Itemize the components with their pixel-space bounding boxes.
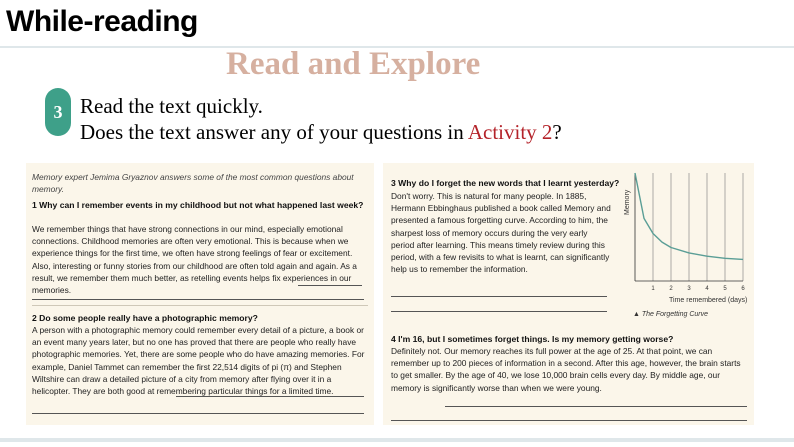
chart-x-tick-label: 2 [669, 286, 673, 292]
question-3: 3 Why do I forget the new words that I learnt yesterday? [391, 178, 620, 188]
chart-y-label: Memory [624, 189, 631, 215]
right-text-page [383, 163, 754, 425]
chart-x-tick-label: 6 [741, 286, 745, 292]
answer-line [391, 420, 747, 421]
instruction-text: Does the text answer any of your questions in [80, 120, 468, 144]
instruction-line-2 [80, 120, 562, 145]
chart-x-tick-label: 3 [687, 286, 691, 292]
chart-x-label: Time remembered (days) [669, 297, 748, 304]
activity-2-reference: Activity 2 [467, 120, 553, 144]
answer-line [176, 396, 364, 397]
left-text-page [26, 163, 374, 425]
page-title: Read and Explore [226, 46, 481, 82]
footer-divider [0, 438, 794, 442]
question-4: 4 I'm 16, but I sometimes forget things. Is my memory getting worse? [391, 334, 674, 344]
chart-caption: ▲ The Forgetting Curve [633, 311, 709, 318]
instruction-line-1: Read the text quickly. [80, 94, 263, 118]
answer-1: We remember things that have strong connections in our mind, especially emotional connections. Childhood memories are often very emotional. This is because when we experience things for the first time, we often have strong feelings of fear or excitement. Also, interesting or funny stories from our childhood are often told again and again. As a result, we remember them much better, as retelling events helps fix experiences in our memories. [32, 224, 357, 296]
answer-line [32, 299, 364, 300]
chart-plot [621, 169, 749, 293]
activity-number-badge: 3 [45, 88, 71, 136]
separator [32, 305, 368, 306]
answer-line [298, 285, 362, 286]
forgetting-curve-chart [621, 169, 749, 317]
answer-line [32, 413, 364, 414]
chart-x-tick-label: 1 [651, 286, 655, 292]
answer-4: Definitely not. Our memory reaches its full power at the age of 25. At that point, we can remember up to 200 pieces of information in a second. After this age, however, the brain starts to get smaller. By the age of 40, we lose 10,000 brain cells every day. By middle age, our memory is significantly worse than when we were young. [391, 346, 741, 393]
answer-3: Don't worry. This is natural for many people. In 1885, Hermann Ebbinghaus published a book called Memory and presented a famous forgetting curve. According to him, the sharpest loss of memory occurs during the very early period after learning. This means timely review during this period, with a few revisits to what is learnt, can significantly help us to remember the information. [391, 191, 611, 275]
question-1: 1 Why can I remember events in my childhood but not what happened last week? [32, 200, 364, 210]
question-2: 2 Do some people really have a photographic memory? [32, 313, 258, 323]
instruction-question-mark: ? [552, 120, 562, 144]
answer-line [391, 311, 607, 312]
answer-line [391, 296, 607, 297]
section-heading: While-reading [6, 5, 198, 38]
answer-line [445, 406, 747, 407]
chart-x-tick-label: 5 [723, 286, 727, 292]
chart-x-tick-label: 4 [705, 286, 709, 292]
answer-2: A person with a photographic memory could remember every detail of a picture, a book or an event many years later, but no one has proved that there are people who really have photographic memories. Yet, there are some people who do have amazing memories. For example, Daniel Tammet can remember the first 22,514 digits of pi (π) and Stephen Wiltshire can draw a detailed picture of a city from memory after flying over it in a helicopter. They are both good at remembering particular things for a limited time. [32, 325, 365, 397]
intro-text: Memory expert Jemima Gryaznov answers some of the most common questions about memory. [32, 172, 354, 195]
